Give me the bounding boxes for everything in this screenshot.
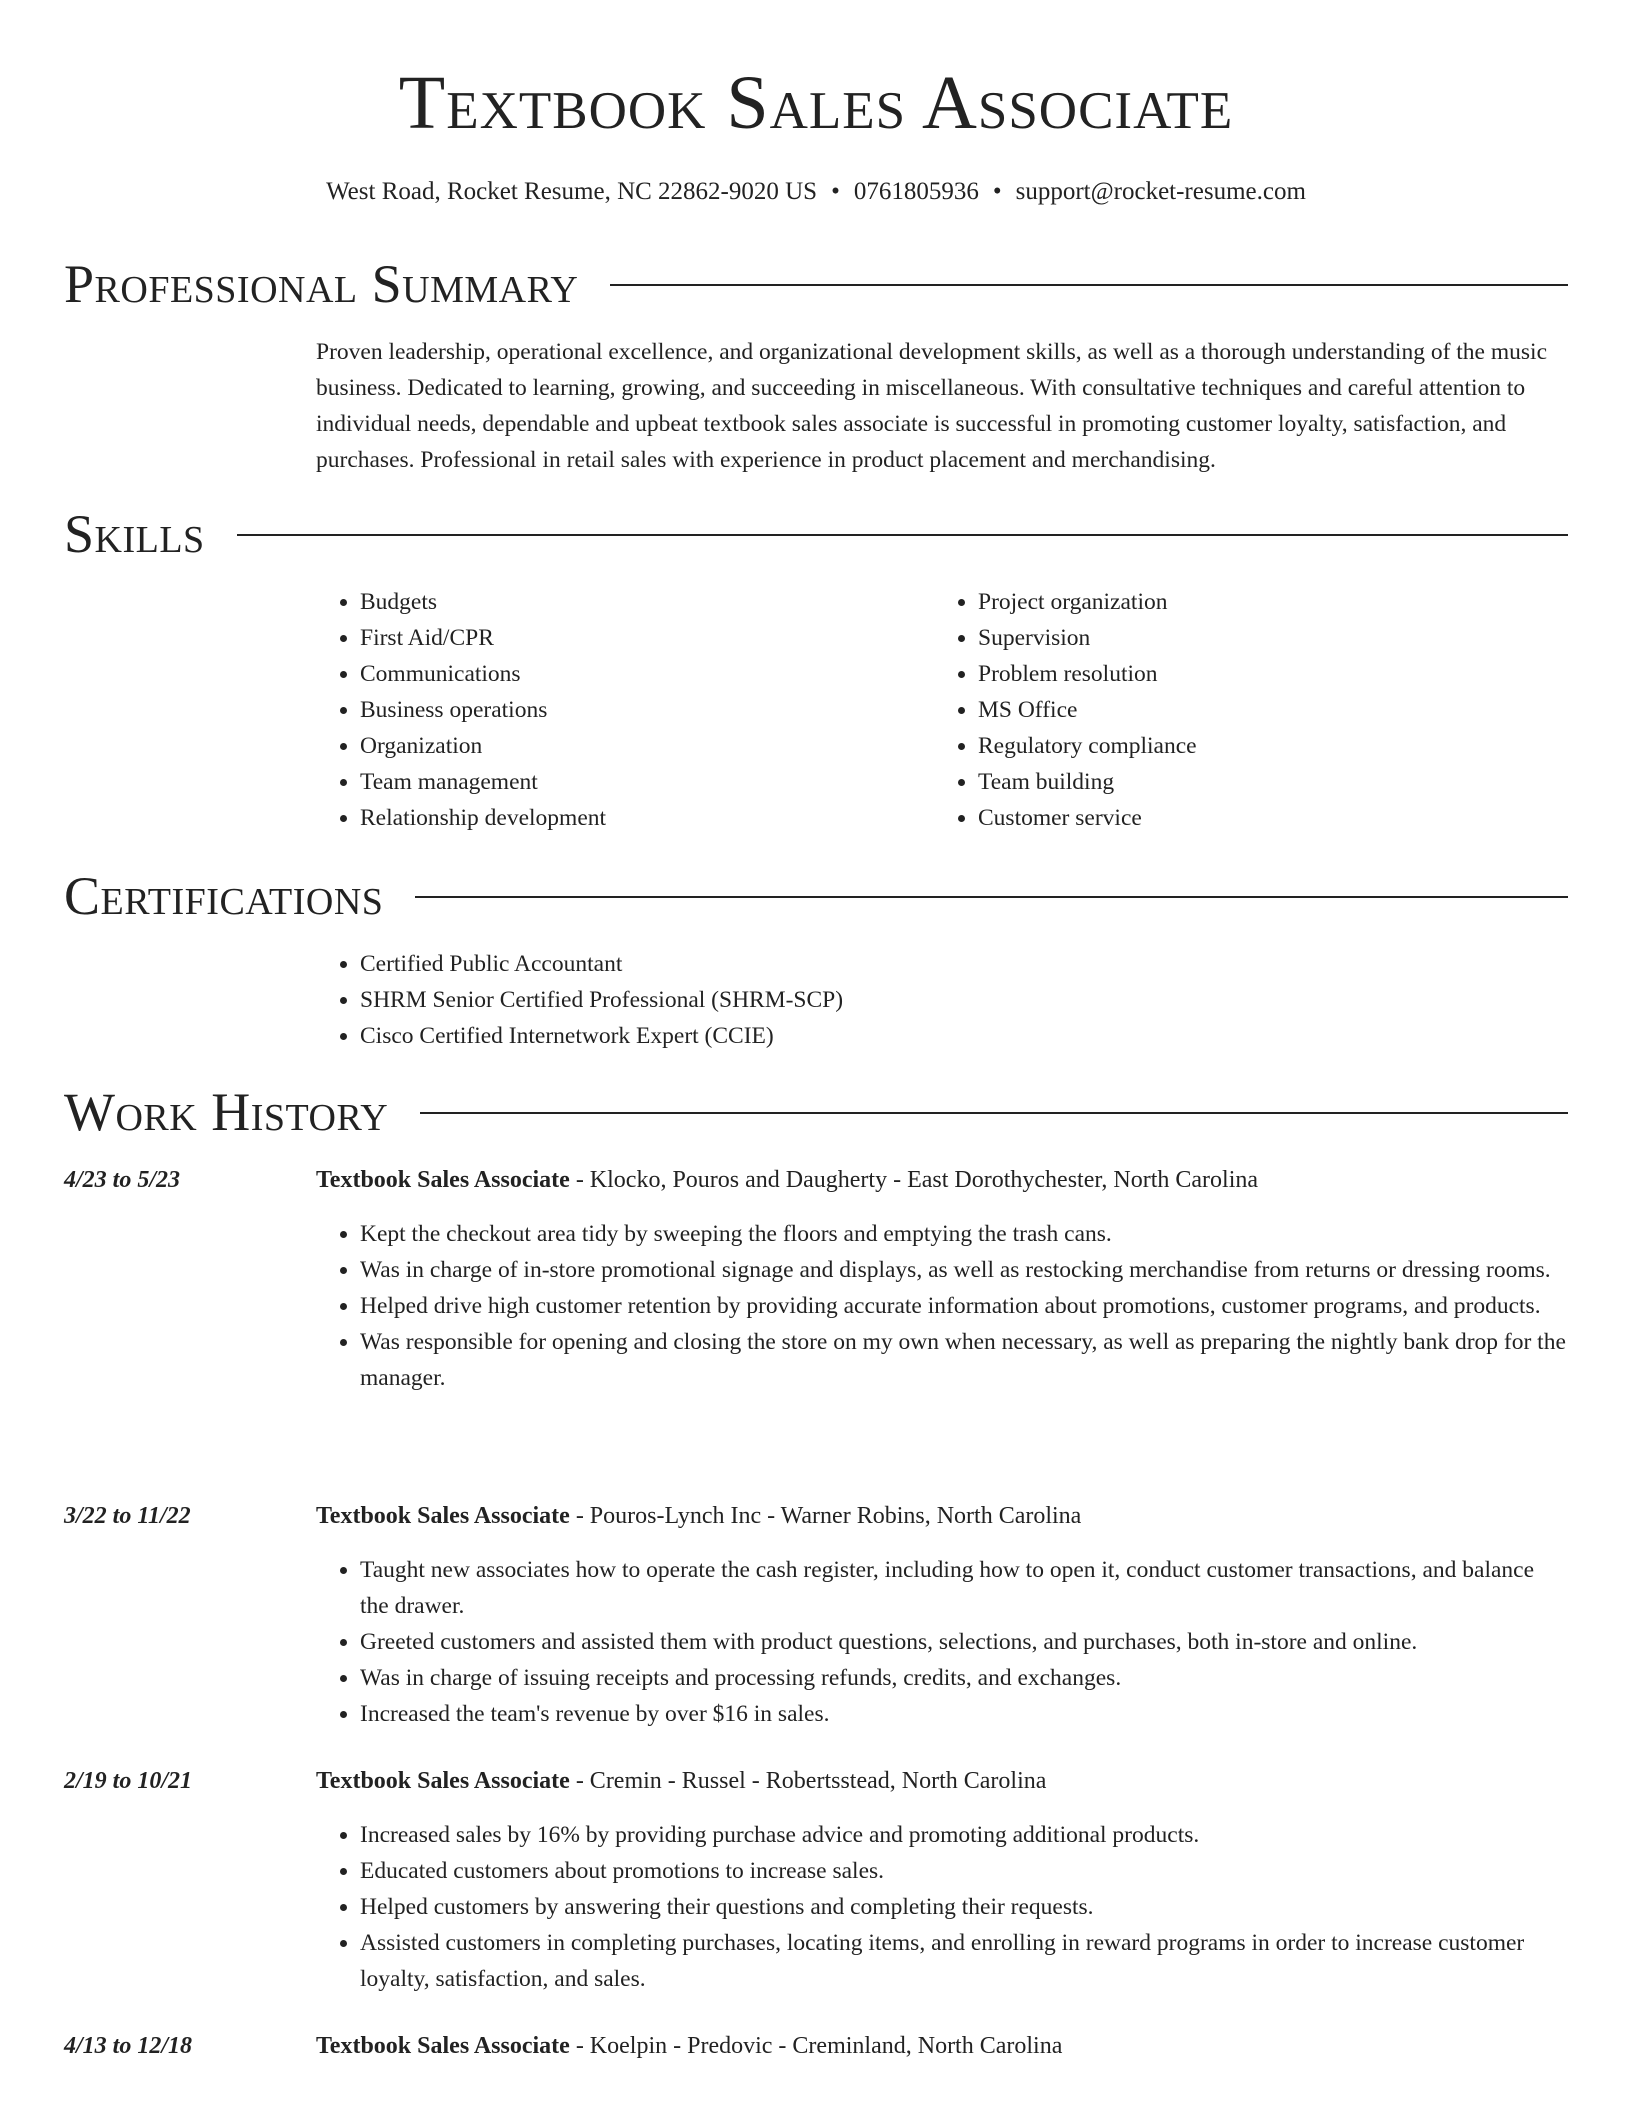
job-title-line <box>316 2028 1568 2064</box>
work-history-heading: Work History <box>64 1082 389 1142</box>
job-company: - Cremin - Russel - Robertsstead, North Carolina <box>569 1768 1047 1794</box>
skill-item: • First Aid/CPR <box>360 620 934 656</box>
certifications-list <box>316 946 1568 1054</box>
skills-column-right <box>934 584 1552 836</box>
job-bullet: • Increased sales by 16% by providing purchase advice and promoting additional products. <box>360 1817 1568 1853</box>
job-dates: 3/22 to 11/22 <box>64 1503 191 1529</box>
job-role: Textbook Sales Associate <box>316 1503 570 1529</box>
summary-text: Proven leadership, operational excellence, and organizational development skills, as well as a thorough understanding of the music business. Dedicated to learning, growing, and succeeding in miscellaneous. With consultative techniques and careful attention to individual needs, dependable and upbeat textbook sales associate is successful in promoting customer loyalty, satisfaction, and purchases. Professional in retail sales with experience in product placement and merchandising. <box>316 339 1547 473</box>
skill-item: • Project organization <box>978 584 1552 620</box>
job-role: Textbook Sales Associate <box>316 1768 570 1794</box>
skills-list <box>316 584 1568 836</box>
skill-item: • Regulatory compliance <box>978 728 1552 764</box>
skill-item: • Communications <box>360 656 934 692</box>
job-title-line <box>316 1763 1568 1799</box>
job-bullet: • Helped drive high customer retention by providing accurate information about promotions, customer programs, and products. <box>360 1288 1568 1324</box>
job-bullet: • Was responsible for opening and closing the store on my own when necessary, as well as preparing the nightly bank drop for the manager. <box>360 1324 1568 1396</box>
skills-column-left <box>316 584 934 836</box>
contact-separator: • <box>992 178 1002 205</box>
job-bullet: • Was in charge of in-store promotional signage and displays, as well as restocking merchandise from returns or dressing rooms. <box>360 1252 1568 1288</box>
job-company: - Koelpin - Predovic - Creminland, North Carolina <box>569 2033 1063 2059</box>
section-divider <box>237 534 1568 536</box>
job-bullet: • Was in charge of issuing receipts and processing refunds, credits, and exchanges. <box>360 1660 1568 1696</box>
contact-phone: 0761805936 <box>853 178 979 205</box>
candidate-name: Textbook Sales Associate <box>398 61 1234 145</box>
skills-section-heading <box>64 502 1568 566</box>
job-bullet: • Greeted customers and assisted them with product questions, selections, and purchases, both in-store and online. <box>360 1624 1568 1660</box>
job-bullet: • Helped customers by answering their questions and completing their requests. <box>360 1889 1568 1925</box>
job-bullet: • Assisted customers in completing purchases, locating items, and enrolling in reward programs in order to increase customer loyalty, satisfaction, and sales. <box>360 1925 1568 1997</box>
job-role: Textbook Sales Associate <box>316 2033 570 2059</box>
job-role: Textbook Sales Associate <box>316 1167 570 1193</box>
skill-item: • Team management <box>360 764 934 800</box>
job-bullet: • Kept the checkout area tidy by sweeping the floors and emptying the trash cans. <box>360 1216 1568 1252</box>
certification-item: • Cisco Certified Internetwork Expert (CCIE) <box>360 1018 1568 1054</box>
job-bullet: • Educated customers about promotions to increase sales. <box>360 1853 1568 1889</box>
skills-heading: Skills <box>64 504 205 564</box>
job-dates: 4/13 to 12/18 <box>64 2033 193 2059</box>
section-divider <box>415 896 1568 898</box>
skill-item: • Relationship development <box>360 800 934 836</box>
skill-item: • Problem resolution <box>978 656 1552 692</box>
skill-item: • Business operations <box>360 692 934 728</box>
certifications-section-heading <box>64 864 1568 928</box>
section-divider <box>610 284 1568 286</box>
skill-item: • Team building <box>978 764 1552 800</box>
summary-heading: Professional Summary <box>64 254 579 314</box>
contact-line <box>0 174 1632 210</box>
certifications-heading: Certifications <box>64 866 384 926</box>
job-details <box>316 1817 1568 1997</box>
contact-email: support@rocket-resume.com <box>1015 178 1306 205</box>
skill-item: • MS Office <box>978 692 1552 728</box>
job-bullet: • Taught new associates how to operate the cash register, including how to open it, conduct customer transactions, and balance the drawer. <box>360 1552 1568 1624</box>
contact-separator: • <box>831 178 840 205</box>
job-details <box>316 1552 1568 1732</box>
contact-address: West Road, Rocket Resume, NC 22862-9020 US <box>326 178 818 205</box>
job-title-line <box>316 1162 1568 1198</box>
job-dates: 4/23 to 5/23 <box>64 1167 181 1193</box>
summary-section-heading <box>64 252 1568 316</box>
work-history-section-heading <box>64 1080 1568 1144</box>
job-bullet: • Increased the team's revenue by over $16 in sales. <box>360 1696 1568 1732</box>
skill-item: • Organization <box>360 728 934 764</box>
section-divider <box>420 1112 1568 1114</box>
certification-item: • SHRM Senior Certified Professional (SHRM-SCP) <box>360 982 1568 1018</box>
job-dates: 2/19 to 10/21 <box>64 1768 193 1794</box>
skill-item: • Budgets <box>360 584 934 620</box>
skill-item: • Supervision <box>978 620 1552 656</box>
job-company: - Klocko, Pouros and Daugherty - East Dorothychester, North Carolina <box>569 1167 1259 1193</box>
skill-item: • Customer service <box>978 800 1552 836</box>
job-company: - Pouros-Lynch Inc - Warner Robins, North Carolina <box>569 1503 1082 1529</box>
certification-item: • Certified Public Accountant <box>360 946 1568 982</box>
job-title-line <box>316 1498 1568 1534</box>
job-details <box>316 1216 1568 1396</box>
